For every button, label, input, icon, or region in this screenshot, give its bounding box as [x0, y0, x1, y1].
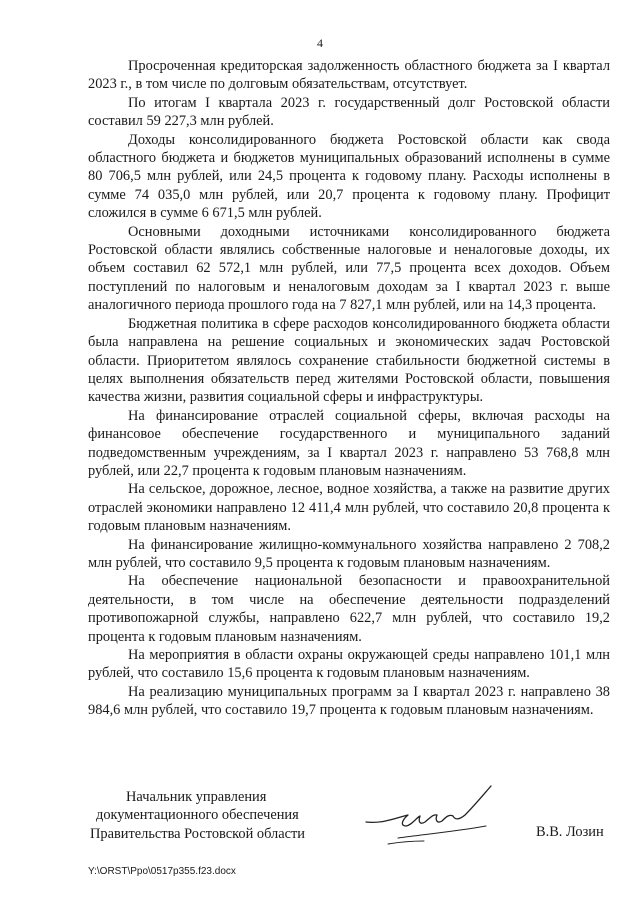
handwritten-signature — [358, 778, 508, 858]
signer-name: В.В. Лозин — [536, 824, 604, 840]
paragraph-budget-revenues: Доходы консолидированного бюджета Ростовской области как свода областного бюджета и бюджетов муниципальных образований исполнены в сумме 80 706,5 млн рублей, или 24,5 процента к годовому плану. Расходы исполнены в сумме 74 035,0 млн рублей, или 20,7 процента к годовому плану. Профицит сложился в сумме 6 671,5 млн рублей. — [88, 131, 610, 222]
page-number: 4 — [317, 36, 323, 50]
paragraph-overdue-debt: Просроченная кредиторская задолженность областного бюджета за I квартал 2023 г., в том числе по долговым обязательствам, отсутствует. — [88, 58, 610, 93]
paragraph-economy: На сельское, дорожное, лесное, водное хозяйства, а также на развитие других отраслей экономики направлено 12 411,4 млн рублей, что составило 20,8 процента к годовым плановым назначениям. — [88, 481, 610, 535]
paragraph-housing: На финансирование жилищно-коммунального хозяйства направлено 2 708,2 млн рублей, что составило 9,5 процента к годовым плановым назначениям. — [88, 536, 610, 571]
file-path: Y:\ORST\Ppo\0517p355.f23.docx — [88, 866, 236, 877]
signer-position-line: документационного обеспечения — [96, 807, 299, 824]
paragraph-security: На обеспечение национальной безопасности и правоохранительной деятельности, в том числе на обеспечение деятельности подразделений противопожарной службы, направлено 622,7 млн рублей, что составило 19,2 процента к годовым плановым назначениям. — [88, 573, 610, 645]
paragraph-income-sources: Основными доходными источниками консолидированного бюджета Ростовской области являлись собственные налоговые и неналоговые доходы, их объем составил 62 572,1 млн рублей, или 77,5 процента всех доходов. Объем поступлений по налоговым и неналоговым доходам за I квартал 2023 г. выше аналогичного периода прошлого года на 7 827,1 млн рублей, или на 14,3 процента. — [88, 223, 610, 314]
paragraph-environment: На мероприятия в области охраны окружающей среды направлено 101,1 млн рублей, что составило 15,6 процента к годовым плановым назначениям. — [88, 647, 610, 682]
signer-position-line: Начальник управления — [126, 789, 267, 805]
signature-block — [0, 788, 640, 848]
paragraph-state-debt: По итогам I квартала 2023 г. государственный долг Ростовской области составил 59 227,3 млн рублей. — [88, 94, 610, 130]
paragraph-social-sphere: На финансирование отраслей социальной сферы, включая расходы на финансовое обеспечение государственного и муниципального заданий подведомственным учреждениям, за I квартал 2023 г. направлено 53 768,8 млн рублей, или 22,7 процента к годовым плановым назначениям. — [88, 407, 610, 479]
paragraph-municipal-programs: На реализацию муниципальных программ за I квартал 2023 г. направлено 38 984,6 млн рублей, что составило 19,7 процента к годовым плановым назначениям. — [88, 683, 610, 719]
paragraph-budget-policy: Бюджетная политика в сфере расходов консолидированного бюджета области была направлена на решение социальных и экономических задач Ростовской области. Приоритетом являлось сохранение стабильности бюджетной системы в целях выполнения обязательств перед жителями Ростовской области, повышения качества жизни, развития социальной сферы и инфраструктуры. — [88, 315, 610, 406]
signer-position — [90, 788, 350, 843]
signer-position-line: Правительства Ростовской области — [90, 825, 305, 842]
document-body — [88, 57, 610, 720]
